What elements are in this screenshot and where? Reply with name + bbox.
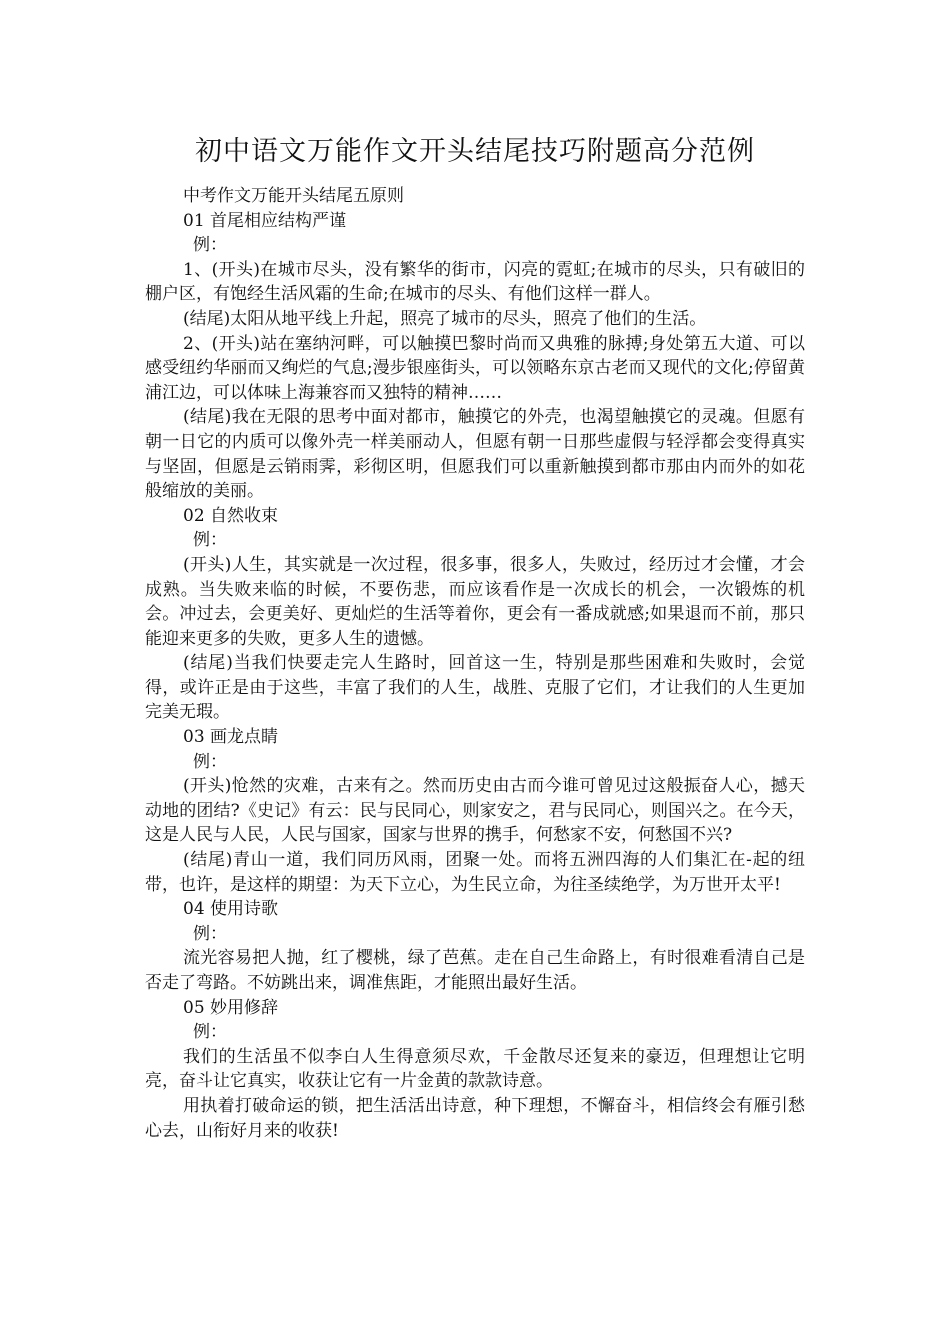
section-heading: 04 使用诗歌 — [183, 899, 279, 920]
example-label: 例： — [193, 923, 227, 944]
paragraph: 2、(开头)站在塞纳河畔，可以触摸巴黎时尚而又典雅的脉搏;身处第五大道、可以感受纽约华丽而又绚烂的气息;漫步银座街头，可以领略东京古老而又现代的文化;停留黄浦江边，可以体味上海兼容而又独特的精神…… — [145, 333, 805, 403]
paragraph: (开头)怆然的灾难，古来有之。然而历史由古而今谁可曾见过这般振奋人心，撼天动地的团结?《史记》有云：民与民同心，则家安之，君与民同心，则国兴之。在今天，这是人民与人民，人民与国家，国家与世界的携手，何愁家不安，何愁国不兴? — [145, 776, 805, 846]
example-label: 例： — [193, 751, 227, 772]
paragraph: 1、(开头)在城市尽头，没有繁华的街市，闪亮的霓虹;在城市的尽头，只有破旧的棚户区，有饱经生活风霜的生命;在城市的尽头、有他们这样一群人。 — [145, 259, 805, 305]
paragraph: 我们的生活虽不似李白人生得意须尽欢，千金散尽还复来的豪迈，但理想让它明亮，奋斗让它真实，收获让它有一片金黄的款款诗意。 — [145, 1046, 805, 1092]
paragraph: (结尾)当我们快要走完人生路时，回首这一生，特别是那些困难和失败时，会觉得，或许正是由于这些，丰富了我们的人生，战胜、克服了它们，才让我们的人生更加完美无瑕。 — [145, 653, 805, 723]
paragraph: 用执着打破命运的锁，把生活活出诗意，种下理想，不懈奋斗，相信终会有雁引愁心去，山衔好月来的收获! — [145, 1095, 805, 1141]
paragraph: (结尾)太阳从地平线上升起，照亮了城市的尽头，照亮了他们的生活。 — [183, 308, 707, 329]
section-heading: 05 妙用修辞 — [183, 997, 279, 1018]
document-page — [145, 130, 805, 1143]
example-label: 例： — [193, 530, 227, 551]
example-label: 例： — [193, 235, 227, 256]
example-label: 例： — [193, 1022, 227, 1043]
document-subtitle: 中考作文万能开头结尾五原则 — [183, 186, 404, 206]
section-heading: 02 自然收束 — [183, 505, 279, 526]
paragraph: 流光容易把人抛，红了樱桃，绿了芭蕉。走在自己生命路上，有时很难看清自己是否走了弯路。不妨跳出来，调准焦距，才能照出最好生活。 — [145, 948, 805, 993]
paragraph: (开头)人生，其实就是一次过程，很多事，很多人，失败过，经历过才会懂，才会成熟。当失败来临的时候，不要伤悲，而应该看作是一次成长的机会，一次锻炼的机会。冲过去，会更美好、更灿烂的生活等着你，更会有一番成就感;如果退而不前，那只能迎来更多的失败，更多人生的遗憾。 — [145, 554, 805, 649]
paragraph: (结尾)青山一道，我们同历风雨，团聚一处。而将五洲四海的人们集汇在-起的纽带，也许，是这样的期望：为天下立心，为生民立命，为往圣续绝学，为万世开太平! — [145, 850, 805, 895]
document-title: 初中语文万能作文开头结尾技巧附题高分范例 — [195, 136, 755, 167]
section-heading: 01 首尾相应结构严谨 — [183, 210, 347, 231]
section-heading: 03 画龙点睛 — [183, 727, 279, 748]
paragraph: (结尾)我在无限的思考中面对都市，触摸它的外壳，也渴望触摸它的灵魂。但愿有朝一日它的内质可以像外壳一样美丽动人，但愿有朝一日那些虚假与轻浮都会变得真实与坚固，但愿是云销雨霁，彩彻区明，但愿我们可以重新触摸到都市那由内而外的如花般缩放的美丽。 — [145, 407, 805, 502]
